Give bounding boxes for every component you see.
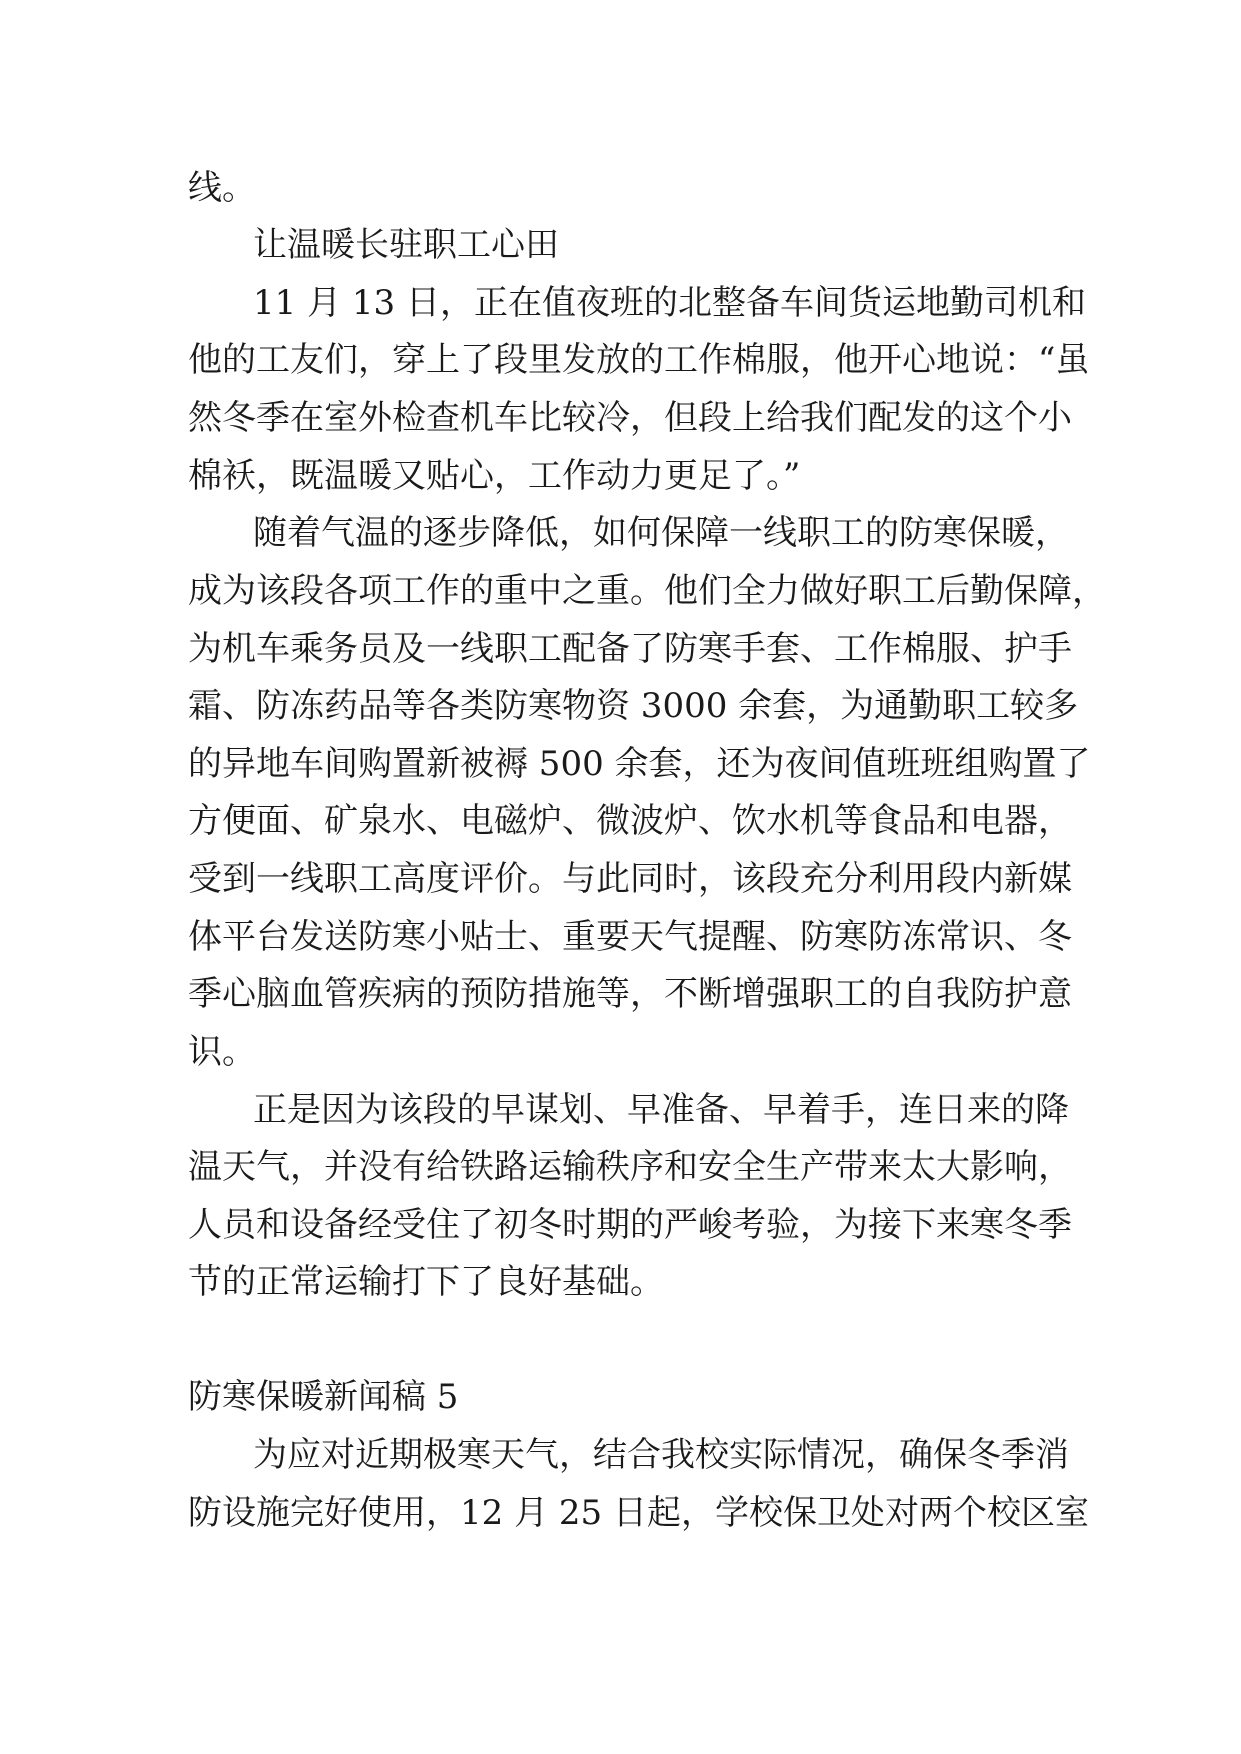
paragraph-line: 识。 [188, 1032, 256, 1072]
paragraph-line: 方便面、矿泉水、电磁炉、微波炉、饮水机等食品和电器， [188, 801, 1072, 841]
paragraph-line: 温天气，并没有给铁路运输秩序和安全生产带来太大影响， [188, 1147, 1072, 1187]
paragraph-line: 霜、防冻药品等各类防寒物资 3000 余套，为通勤职工较多 [188, 686, 1079, 726]
paragraph-line: 成为该段各项工作的重中之重。他们全力做好职工后勤保障， [188, 571, 1106, 611]
paragraph-line: 正是因为该段的早谋划、早准备、早着手，连日来的降 [253, 1090, 1069, 1130]
paragraph-line: 他的工友们，穿上了段里发放的工作棉服，他开心地说：“虽 [188, 340, 1090, 380]
paragraph-line: 防设施完好使用，12 月 25 日起，学校保卫处对两个校区室 [188, 1493, 1089, 1533]
paragraph-line: 然冬季在室外检查机车比较冷，但段上给我们配发的这个小 [188, 398, 1072, 438]
section-subtitle: 让温暖长驻职工心田 [253, 225, 559, 265]
paragraph-line: 节的正常运输打下了良好基础。 [188, 1262, 664, 1302]
paragraph-line: 季心脑血管疾病的预防措施等，不断增强职工的自我防护意 [188, 974, 1072, 1014]
paragraph-line: 为应对近期极寒天气，结合我校实际情况，确保冬季消 [253, 1435, 1069, 1475]
paragraph-line: 随着气温的逐步降低，如何保障一线职工的防寒保暖， [253, 513, 1069, 553]
paragraph-end-line: 线。 [188, 168, 256, 208]
paragraph-line: 棉袄，既温暖又贴心，工作动力更足了。” [188, 456, 801, 496]
paragraph-line: 11 月 13 日，正在值夜班的北整备车间货运地勤司机和 [253, 283, 1086, 323]
paragraph-line: 受到一线职工高度评价。与此同时，该段充分利用段内新媒 [188, 859, 1072, 899]
paragraph-line: 为机车乘务员及一线职工配备了防寒手套、工作棉服、护手 [188, 629, 1072, 669]
paragraph-line: 人员和设备经受住了初冬时期的严峻考验，为接下来寒冬季 [188, 1205, 1072, 1245]
article-heading: 防寒保暖新闻稿 5 [188, 1377, 459, 1417]
paragraph-line: 体平台发送防寒小贴士、重要天气提醒、防寒防冻常识、冬 [188, 917, 1072, 957]
paragraph-line: 的异地车间购置新被褥 500 余套，还为夜间值班班组购置了 [188, 744, 1091, 784]
